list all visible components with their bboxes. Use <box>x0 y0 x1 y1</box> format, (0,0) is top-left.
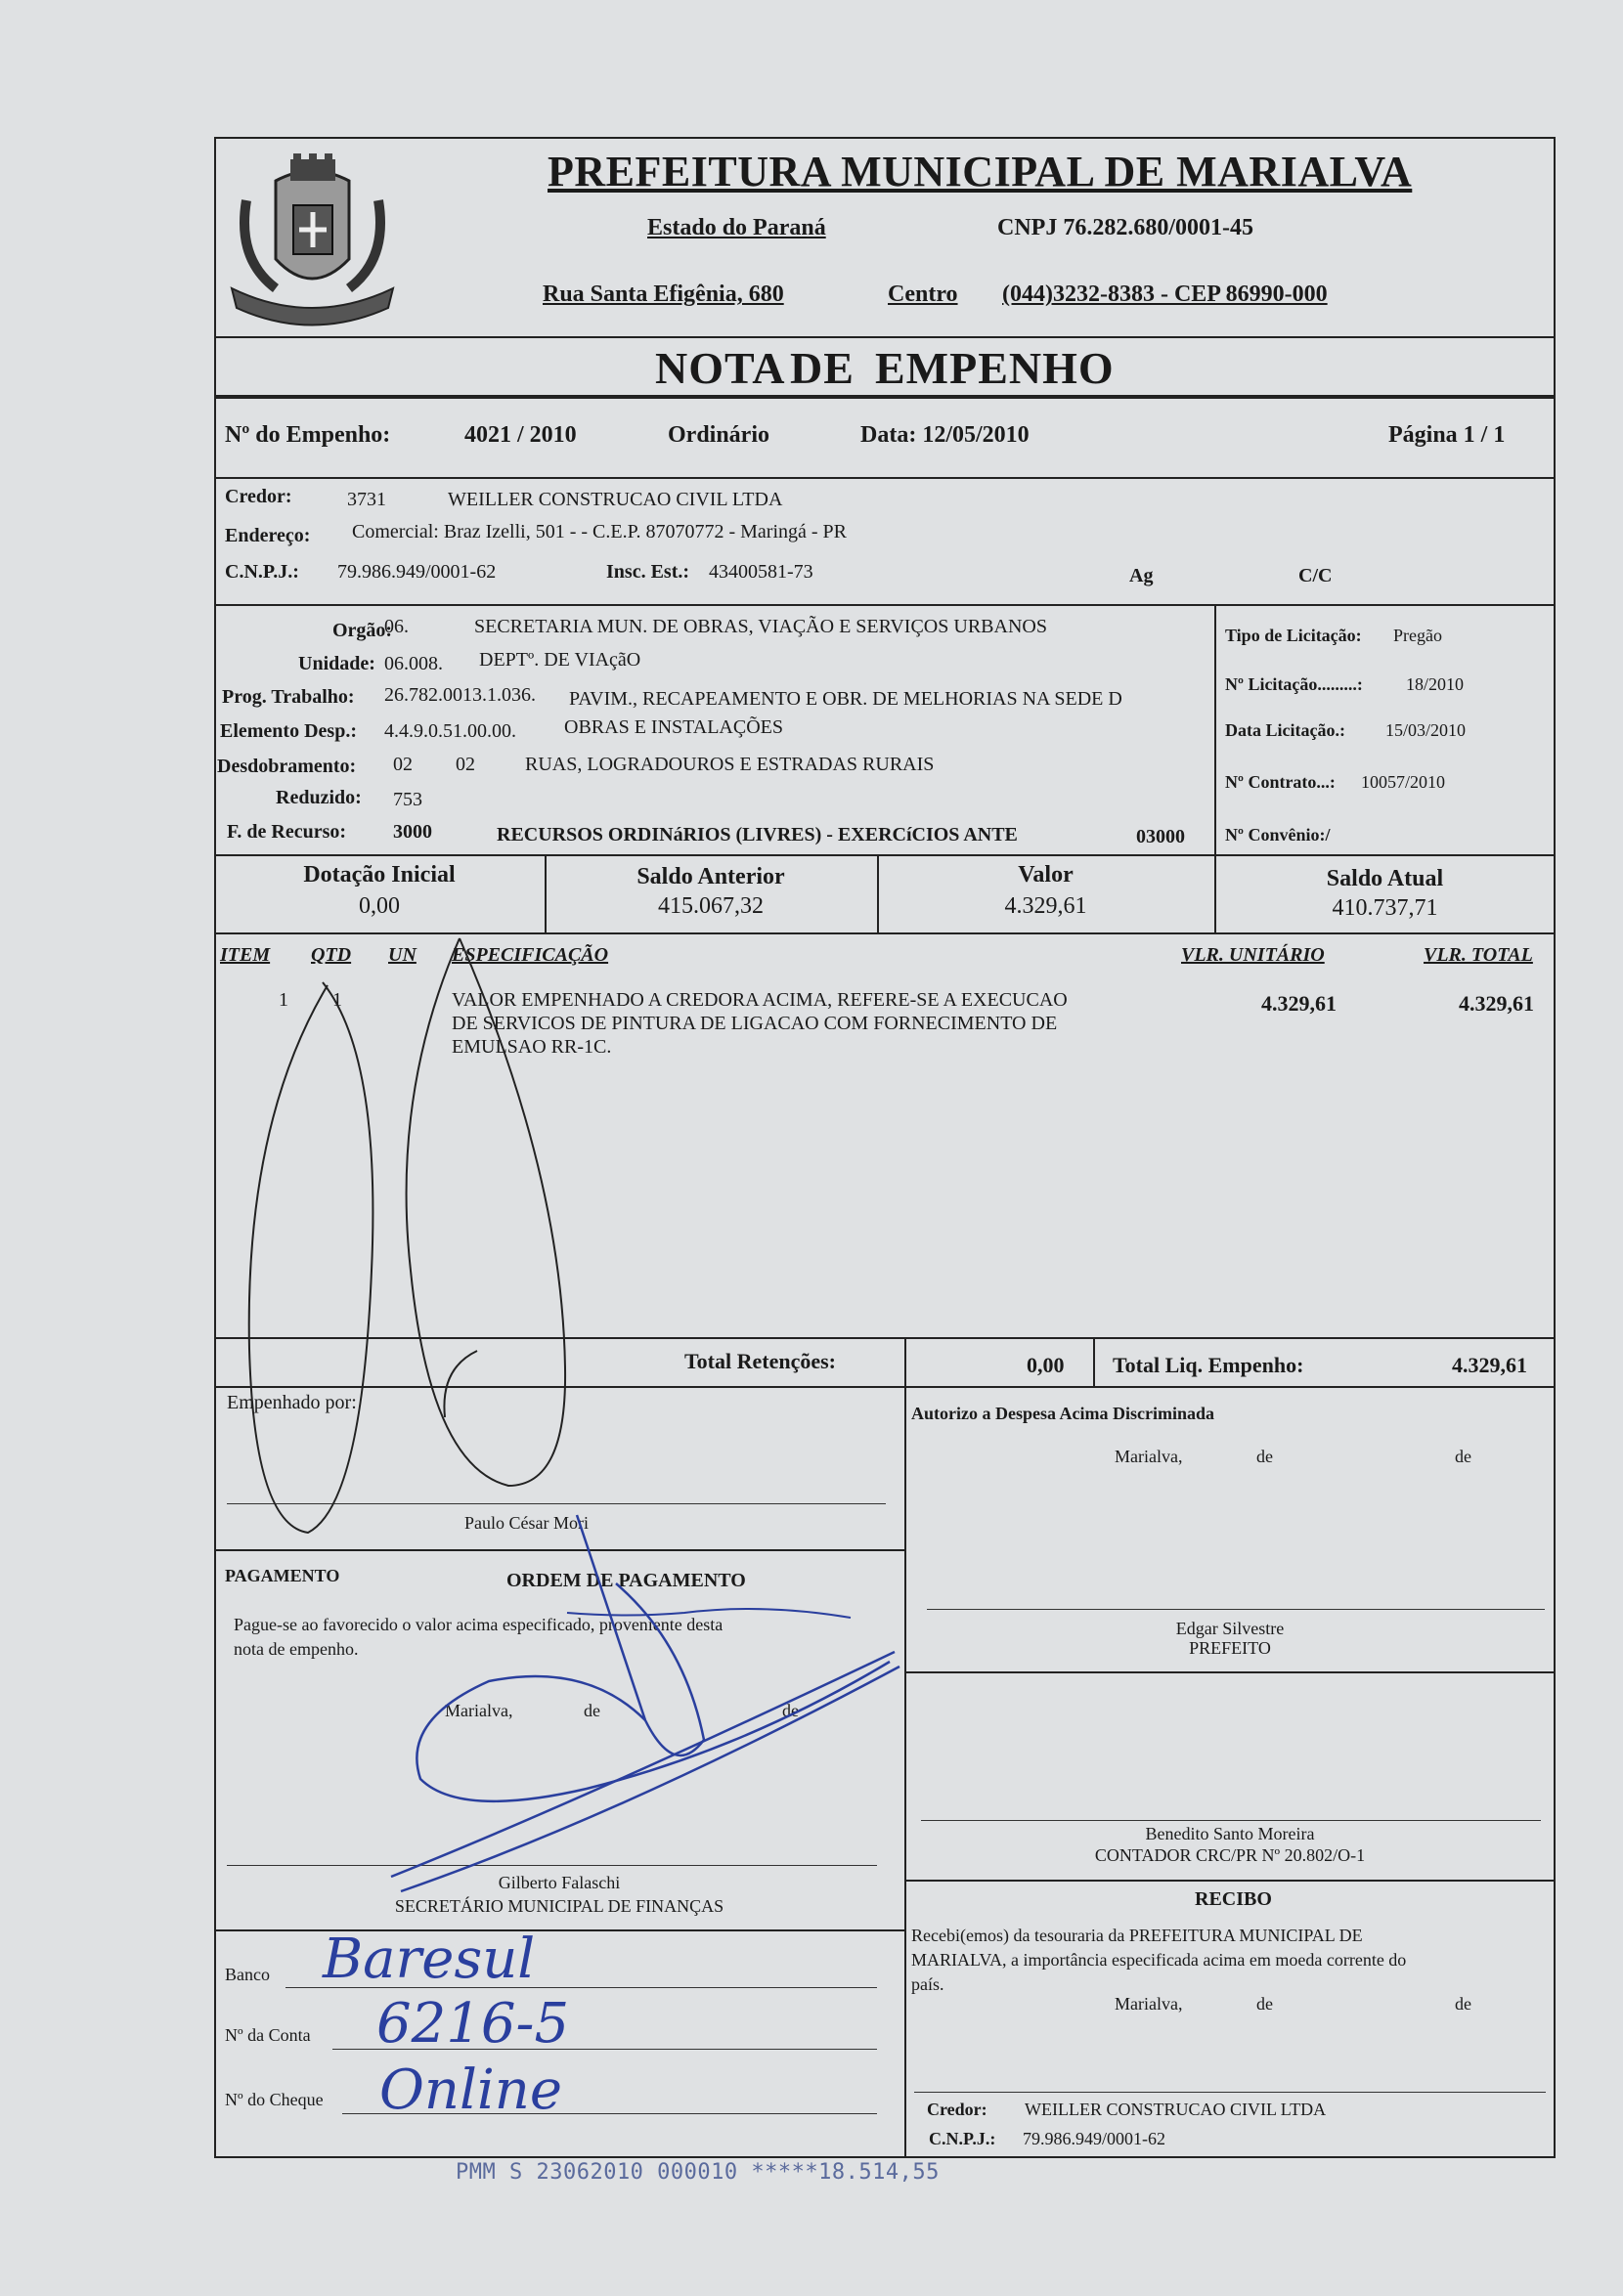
prog-desc: PAVIM., RECAPEAMENTO E OBR. DE MELHORIAS NA SEDE D <box>569 688 1122 710</box>
unidade-desc: DEPTº. DE VIAçãO <box>479 649 641 671</box>
pagamento-text-1: Pague-se ao favorecido o valor acima especificado, proveniente desta <box>234 1615 724 1634</box>
licitacao-tipo: Pregão <box>1393 626 1442 645</box>
cc-label: C/C <box>1298 565 1333 586</box>
reduzido-label: Reduzido: <box>276 787 362 808</box>
credor-name: WEILLER CONSTRUCAO CIVIL LTDA <box>448 489 783 510</box>
empenho-number: 4021 / 2010 <box>464 422 577 448</box>
recibo-text-2: MARIALVA, a importância especificada acima em moeda corrente do <box>911 1950 1407 1970</box>
cheque-label: Nº do Cheque <box>225 2090 324 2109</box>
divider <box>214 932 1556 934</box>
conta-handwriting: 6216-5 <box>376 1992 570 2056</box>
valor-value: 4.329,61 <box>1004 893 1087 919</box>
contador-title: CONTADOR CRC/PR Nº 20.802/O-1 <box>1094 1845 1366 1865</box>
insc-label: Insc. Est.: <box>606 561 690 583</box>
autorizo-de-2: de <box>1455 1447 1471 1466</box>
pagamento-label: PAGAMENTO <box>225 1566 340 1585</box>
doc-title-de: DE <box>790 343 855 393</box>
licitacao-num: 18/2010 <box>1406 674 1465 694</box>
empenho-type: Ordinário <box>668 422 770 448</box>
item-spec-line-1: VALOR EMPENHADO A CREDORA ACIMA, REFERE-SE A EXECUCAO <box>452 989 1068 1011</box>
orgao-label: Orgão: <box>332 620 393 641</box>
divider <box>214 604 1556 606</box>
item-spec-line-2: DE SERVICOS DE PINTURA DE LIGACAO COM FORNECIMENTO DE <box>452 1013 1058 1034</box>
prefeito-name: Edgar Silvestre <box>1175 1619 1285 1638</box>
item-total-value: 4.329,61 <box>1459 991 1534 1016</box>
header-title: PREFEITURA MUNICIPAL DE MARIALVA <box>548 148 1413 195</box>
divider <box>904 1671 1556 1673</box>
empenho-page: Página 1 / 1 <box>1388 422 1506 448</box>
divider <box>904 1337 906 2158</box>
saldo-atual-label: Saldo Atual <box>1326 866 1444 891</box>
credor-code: 3731 <box>347 489 386 510</box>
desdobramento-label: Desdobramento: <box>217 756 357 777</box>
liquido-value: 4.329,61 <box>1452 1353 1527 1377</box>
prog-code: 26.782.0013.1.036. <box>384 684 536 706</box>
dotacao-label: Dotação Inicial <box>303 862 456 888</box>
divider <box>214 1549 904 1551</box>
contrato-label: Nº Contrato...: <box>1225 772 1336 792</box>
prefeito-title: PREFEITO <box>1189 1638 1271 1658</box>
credor-cnpj: 79.986.949/0001-62 <box>337 561 497 583</box>
signature-line <box>927 1609 1545 1610</box>
item-spec-line-3: EMULSAO RR-1C. <box>452 1036 612 1058</box>
divider <box>214 477 1556 479</box>
recurso-code: 3000 <box>393 821 432 843</box>
reduzido-value: 753 <box>393 789 422 810</box>
item-unit-value: 4.329,61 <box>1261 991 1337 1016</box>
recibo-cnpj: 79.986.949/0001-62 <box>1023 2129 1165 2148</box>
header-district: Centro <box>888 282 958 307</box>
payment-stamp: PMM S 23062010 000010 *****18.514,55 <box>456 2160 940 2185</box>
recibo-credor-label: Credor: <box>927 2100 987 2119</box>
liquido-label: Total Liq. Empenho: <box>1113 1353 1304 1377</box>
licitacao-data-label: Data Licitação.: <box>1225 720 1345 740</box>
recurso-code2: 03000 <box>1136 826 1185 847</box>
retencoes-label: Total Retenções: <box>684 1349 836 1373</box>
convenio-label: Nº Convênio:/ <box>1225 825 1331 845</box>
contrato-value: 10057/2010 <box>1361 772 1446 792</box>
insc-value: 43400581-73 <box>709 561 813 583</box>
divider <box>214 1386 1556 1388</box>
autorizo-city: Marialva, <box>1115 1447 1183 1466</box>
item-qtd: 1 <box>332 989 342 1011</box>
saldo-anterior-label: Saldo Anterior <box>636 864 785 889</box>
recurso-label: F. de Recurso: <box>227 821 347 843</box>
elemento-code: 4.4.9.0.51.00.00. <box>384 720 516 742</box>
col-un: UN <box>388 944 417 966</box>
divider <box>214 1929 904 1931</box>
empenhado-label: Empenhado por: <box>227 1392 357 1413</box>
orgao-code: 06. <box>384 616 409 637</box>
orgao-desc: SECRETARIA MUN. DE OBRAS, VIAÇÃO E SERVIÇOS URBANOS <box>474 616 1047 637</box>
col-unit-value: VLR. UNITÁRIO <box>1181 944 1325 966</box>
recibo-de-2: de <box>1455 1994 1471 2014</box>
contador-name: Benedito Santo Moreira <box>1145 1824 1315 1843</box>
banco-handwriting: Baresul <box>323 1928 536 1991</box>
col-spec: ESPECIFICAÇÃO <box>452 944 609 966</box>
elemento-desc: OBRAS E INSTALAÇÕES <box>564 716 783 738</box>
saldo-anterior-value: 415.067,32 <box>658 893 764 919</box>
unidade-code: 06.008. <box>384 653 443 674</box>
valor-label: Valor <box>1018 862 1074 888</box>
desdobramento-a: 02 <box>393 754 413 775</box>
col-qtd: QTD <box>311 944 352 966</box>
divider <box>904 1880 1556 1882</box>
desdobramento-desc: RUAS, LOGRADOUROS E ESTRADAS RURAIS <box>525 754 935 775</box>
prog-label: Prog. Trabalho: <box>222 686 355 708</box>
col-item: ITEM <box>220 944 271 966</box>
pagamento-de-1: de <box>584 1701 600 1720</box>
address-label: Endereço: <box>225 525 311 546</box>
recurso-desc: RECURSOS ORDINáRIOS (LIVRES) - EXERCíCIOS ANTE <box>497 824 1018 845</box>
header-cnpj: CNPJ 76.282.680/0001-45 <box>997 215 1253 240</box>
recibo-label: RECIBO <box>1195 1888 1272 1910</box>
recibo-de-1: de <box>1256 1994 1273 2014</box>
credor-address: Comercial: Braz Izelli, 501 - - C.E.P. 87070772 - Maringá - PR <box>352 521 848 542</box>
header-address: Rua Santa Efigênia, 680 <box>543 282 784 307</box>
ordem-pagamento: ORDEM DE PAGAMENTO <box>506 1570 746 1591</box>
autorizo-text: Autorizo a Despesa Acima Discriminada <box>911 1404 1214 1423</box>
autorizo-de-1: de <box>1256 1447 1273 1466</box>
saldo-atual-value: 410.737,71 <box>1332 895 1438 921</box>
ag-label: Ag <box>1129 565 1154 586</box>
recibo-text-3: país. <box>911 1974 944 1994</box>
item-number: 1 <box>279 989 288 1011</box>
licitacao-num-label: Nº Licitação.........: <box>1225 674 1363 694</box>
signature-line <box>921 1820 1541 1821</box>
divider <box>214 854 1556 856</box>
pagamento-de-2: de <box>782 1701 799 1720</box>
licitacao-data: 15/03/2010 <box>1385 720 1467 740</box>
empenho-number-label: Nº do Empenho: <box>225 422 391 448</box>
recibo-text-1: Recebi(emos) da tesouraria da PREFEITURA MUNICIPAL DE <box>911 1926 1363 1945</box>
col-total-value: VLR. TOTAL <box>1424 944 1533 966</box>
empenhado-name: Paulo César Mori <box>464 1513 589 1533</box>
cheque-handwriting: Online <box>379 2058 563 2122</box>
header-state: Estado do Paraná <box>647 215 826 240</box>
dotacao-value: 0,00 <box>359 893 400 919</box>
pagamento-text-2: nota de empenho. <box>234 1639 359 1659</box>
recibo-city: Marialva, <box>1115 1994 1183 2014</box>
recibo-cnpj-label: C.N.P.J.: <box>929 2129 996 2148</box>
divider <box>214 336 1556 338</box>
banco-label: Banco <box>225 1965 270 1984</box>
secretario-name: Gilberto Falaschi <box>498 1873 621 1892</box>
divider <box>214 395 1556 399</box>
empenho-date: Data: 12/05/2010 <box>860 422 1030 448</box>
header-phone-cep: (044)3232-8383 - CEP 86990-000 <box>1002 282 1328 307</box>
doc-title-nota: NOTA <box>655 343 786 393</box>
secretario-title: SECRETÁRIO MUNICIPAL DE FINANÇAS <box>394 1896 724 1916</box>
conta-label: Nº da Conta <box>225 2025 311 2045</box>
signature-line <box>227 1865 877 1866</box>
desdobramento-b: 02 <box>456 754 475 775</box>
signature-line <box>914 2092 1546 2093</box>
recibo-credor-name: WEILLER CONSTRUCAO CIVIL LTDA <box>1025 2100 1327 2119</box>
elemento-label: Elemento Desp.: <box>220 720 357 742</box>
divider <box>1214 604 1216 854</box>
retencoes-value: 0,00 <box>1027 1353 1065 1377</box>
divider <box>1093 1337 1095 1386</box>
credor-label: Credor: <box>225 486 292 507</box>
unidade-label: Unidade: <box>298 653 375 674</box>
licitacao-tipo-label: Tipo de Licitação: <box>1225 626 1362 645</box>
credor-cnpj-label: C.N.P.J.: <box>225 561 299 583</box>
coat-of-arms-icon <box>217 142 408 332</box>
pagamento-city: Marialva, <box>445 1701 513 1720</box>
doc-title-empenho: EMPENHO <box>875 343 1115 393</box>
signature-line <box>227 1503 886 1504</box>
divider <box>214 1337 1556 1339</box>
